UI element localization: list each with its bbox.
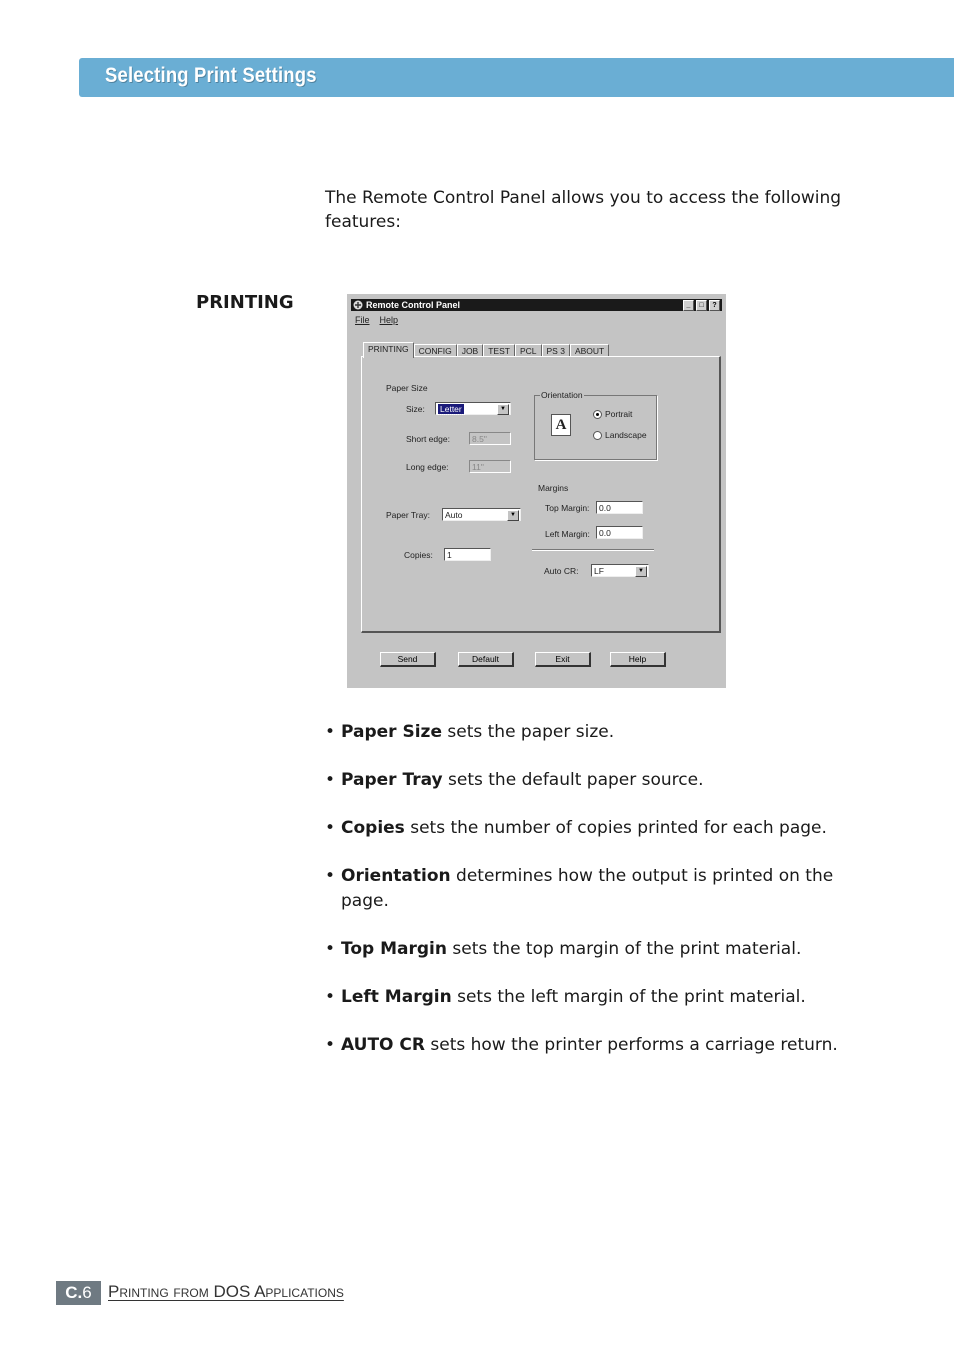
copies-field[interactable]: 1 <box>444 548 491 561</box>
paper-tray-dropdown[interactable] <box>442 508 521 521</box>
help-button[interactable]: Help <box>610 652 666 667</box>
feature-bullet-list <box>325 720 855 1081</box>
tab-config[interactable]: CONFIG <box>414 344 457 357</box>
section-title: Selecting Print Settings <box>105 64 317 87</box>
bullet-term: Orientation <box>341 866 451 886</box>
bullet-term: Top Margin <box>341 939 447 959</box>
copies-label: Copies: <box>404 550 433 560</box>
page-number: 6 <box>82 1283 92 1302</box>
top-margin-label: Top Margin: <box>545 503 590 513</box>
default-button[interactable]: Default <box>458 652 514 667</box>
long-edge-field[interactable]: 11" <box>469 460 511 473</box>
maximize-button[interactable]: □ <box>696 300 707 311</box>
list-item <box>325 1033 855 1058</box>
portrait-radio[interactable] <box>593 410 602 419</box>
bullet-term: AUTO CR <box>341 1035 425 1055</box>
chevron-down-icon[interactable]: ▼ <box>635 566 647 577</box>
bullet-text: sets the paper size. <box>441 722 615 742</box>
tab-pcl[interactable]: PCL <box>515 344 542 357</box>
auto-cr-value: LF <box>594 566 604 576</box>
remote-control-panel-dialog <box>347 294 726 688</box>
bullet-text: sets the default paper source. <box>442 770 704 790</box>
list-item <box>325 985 855 1010</box>
appendix-letter: C. <box>65 1283 83 1302</box>
bullet-term: Paper Tray <box>341 770 443 790</box>
list-item <box>325 864 855 914</box>
chevron-down-icon[interactable]: ▼ <box>497 404 509 415</box>
short-edge-field[interactable]: 8.5" <box>469 432 511 445</box>
auto-cr-dropdown[interactable] <box>591 564 649 577</box>
send-button[interactable]: Send <box>380 652 436 667</box>
margins-group-label: Margins <box>538 483 569 493</box>
exit-button[interactable]: Exit <box>535 652 591 667</box>
printer-app-icon <box>353 300 363 310</box>
menu-bar <box>355 315 398 325</box>
size-value: Letter <box>440 404 462 414</box>
dialog-titlebar[interactable] <box>351 299 722 311</box>
bullet-term: Left Margin <box>341 987 452 1007</box>
list-item <box>325 768 855 793</box>
section-header-bar <box>79 58 954 97</box>
tab-test[interactable]: TEST <box>483 344 515 357</box>
landscape-radio[interactable] <box>593 431 602 440</box>
list-item <box>325 816 855 841</box>
bullet-term: Copies <box>341 818 405 838</box>
list-item <box>325 720 855 745</box>
paper-tray-value: Auto <box>445 510 463 520</box>
tab-ps3[interactable]: PS 3 <box>542 344 570 357</box>
long-edge-label: Long edge: <box>406 462 449 472</box>
menu-help[interactable]: Help <box>379 315 399 325</box>
auto-cr-label: Auto CR: <box>544 566 579 576</box>
minimize-button[interactable]: _ <box>683 300 694 311</box>
size-label: Size: <box>406 404 425 414</box>
intro-paragraph: The Remote Control Panel allows you to access the following features: <box>325 188 842 232</box>
printing-label: PRINTING <box>196 292 294 313</box>
left-margin-field[interactable]: 0.0 <box>596 526 643 539</box>
tab-about[interactable]: ABOUT <box>570 344 609 357</box>
page-number-badge <box>56 1281 101 1305</box>
short-edge-label: Short edge: <box>406 434 450 444</box>
bullet-text: sets the left margin of the print material. <box>451 987 806 1007</box>
help-question-button[interactable]: ? <box>709 300 720 311</box>
bullet-text: determines how the output is printed on the page. <box>341 866 834 911</box>
orientation-group <box>534 390 657 460</box>
paper-tray-label: Paper Tray: <box>386 510 430 520</box>
bullet-text: sets the top margin of the print material. <box>446 939 802 959</box>
tab-job[interactable]: JOB <box>457 344 484 357</box>
top-margin-field[interactable]: 0.0 <box>596 501 643 514</box>
list-item <box>325 937 855 962</box>
orientation-group-label: Orientation <box>541 390 583 400</box>
printing-tab-panel <box>361 356 721 633</box>
remote-control-panel-screenshot <box>347 294 726 688</box>
bullet-text: sets the number of copies printed for each page. <box>404 818 827 838</box>
paper-size-group-label: Paper Size <box>386 383 428 393</box>
dialog-title: Remote Control Panel <box>366 300 461 310</box>
size-dropdown[interactable] <box>435 402 511 415</box>
chevron-down-icon[interactable]: ▼ <box>507 510 519 521</box>
tab-strip <box>363 342 609 356</box>
menu-file[interactable]: File <box>355 315 370 325</box>
left-margin-label: Left Margin: <box>545 529 590 539</box>
tab-printing[interactable]: PRINTING <box>363 342 414 358</box>
footer-section-title: Printing from DOS Applications <box>108 1282 344 1301</box>
bullet-text: sets how the printer performs a carriage return. <box>424 1035 838 1055</box>
margins-divider <box>532 549 654 551</box>
portrait-page-icon: A <box>551 414 571 436</box>
landscape-label: Landscape <box>605 430 647 440</box>
bullet-term: Paper Size <box>341 722 442 742</box>
portrait-label: Portrait <box>605 409 633 419</box>
